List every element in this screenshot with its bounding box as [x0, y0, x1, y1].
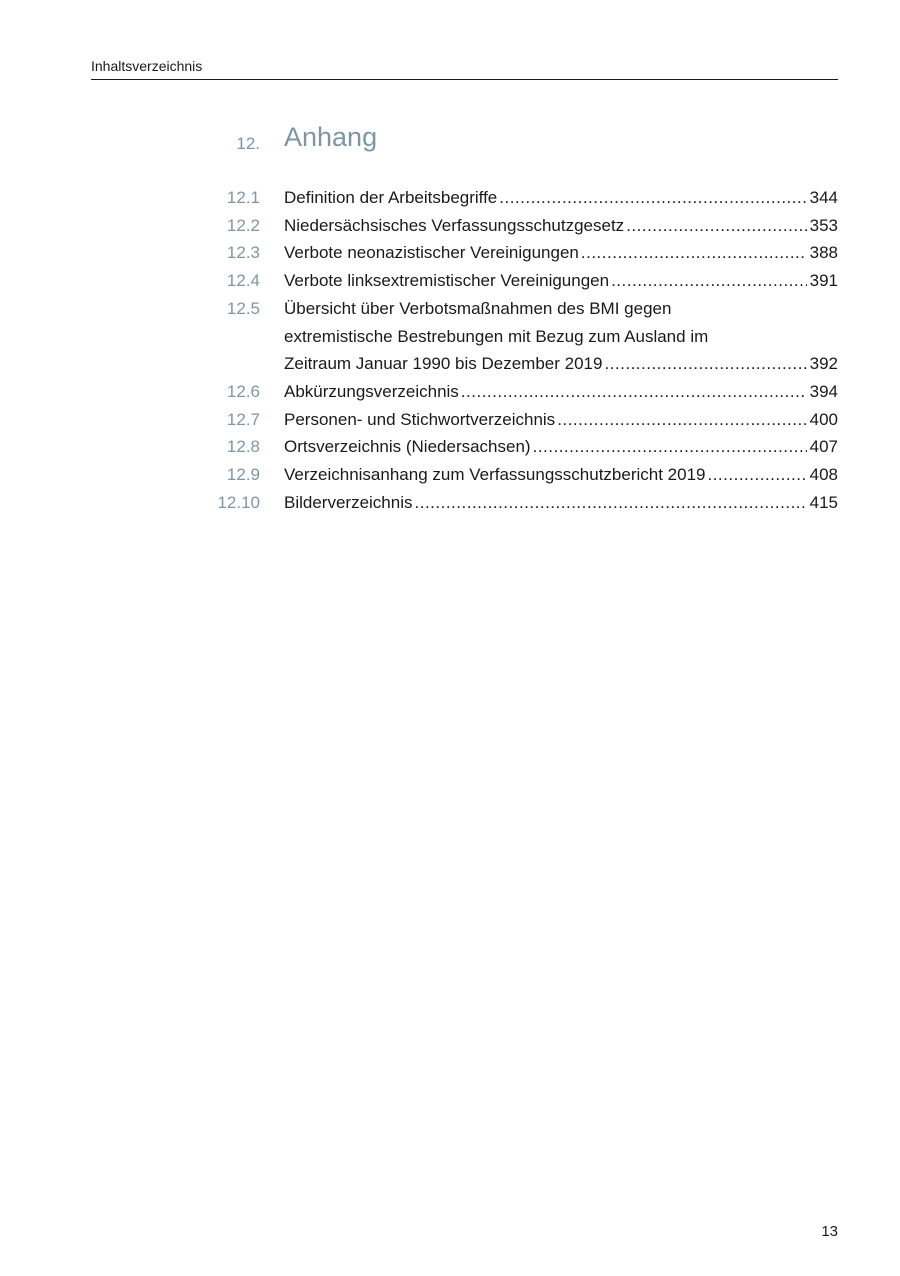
page-number: 13 [821, 1223, 838, 1240]
toc-entry-number: 12.1 [226, 188, 260, 207]
toc-entry[interactable] [0, 461, 900, 489]
toc-entry-number: 12.10 [217, 492, 260, 512]
dot-leader [626, 212, 806, 240]
toc-entry-number: 12.3 [226, 243, 260, 263]
toc-entry-number: 12.5 [226, 298, 260, 318]
toc-entry-page: 344 [809, 188, 838, 207]
toc-entry-title-line: Zeitraum Januar 1990 bis Dezember 2019 [284, 354, 603, 374]
toc-entry-title: Bilderverzeichnis [284, 492, 413, 512]
chapter-number: 12. [236, 134, 260, 153]
table-of-contents [0, 184, 900, 516]
dot-leader [707, 461, 806, 489]
dot-leader [611, 267, 807, 295]
toc-entry[interactable] [0, 239, 900, 267]
toc-entry-title: Verbote neonazistischer Vereinigungen [284, 243, 579, 263]
dot-leader [415, 489, 807, 517]
toc-entry-title: Niedersächsisches Verfassungsschutzgesetz [284, 215, 625, 235]
toc-entry[interactable] [0, 212, 900, 240]
toc-entry-title: Verbote linksextremistischer Vereinigungen [284, 271, 610, 291]
toc-entry[interactable] [0, 378, 900, 406]
toc-entry[interactable] [0, 267, 900, 295]
chapter-title: Anhang [284, 122, 378, 152]
toc-entry-page: 394 [809, 381, 838, 401]
toc-entry-number: 12.2 [226, 215, 260, 235]
toc-entry[interactable] [0, 433, 900, 461]
running-header: Inhaltsverzeichnis [91, 58, 838, 80]
toc-entry-title: Personen- und Stichwortverzeichnis [284, 409, 556, 429]
chapter-heading [0, 122, 900, 162]
dot-leader [557, 406, 806, 434]
toc-entry-title: Verzeichnisanhang zum Verfassungsschutzbericht 2019 [284, 465, 706, 485]
toc-entry-title: Ortsverzeichnis (Niedersachsen) [284, 437, 531, 457]
toc-entry-page: 353 [809, 215, 838, 235]
toc-entry-number: 12.7 [226, 409, 260, 429]
dot-leader [604, 350, 806, 378]
toc-entry-number: 12.4 [226, 271, 260, 291]
toc-entry-title: Abkürzungsverzeichnis [284, 381, 459, 401]
toc-entry-page: 388 [809, 243, 838, 263]
toc-entry-title-line: extremistische Bestrebungen mit Bezug zum Ausland im [284, 326, 709, 346]
toc-entry-page: 407 [809, 437, 838, 457]
toc-entry[interactable] [0, 489, 900, 517]
dot-leader [461, 378, 807, 406]
toc-entry[interactable] [0, 295, 900, 378]
dot-leader [499, 184, 806, 212]
toc-entry-title: Definition der Arbeitsbegriffe [284, 188, 498, 207]
toc-entry[interactable] [0, 184, 900, 212]
toc-entry-page: 400 [809, 409, 838, 429]
toc-entry-page: 408 [809, 465, 838, 485]
toc-entry-number: 12.9 [226, 465, 260, 485]
dot-leader [581, 239, 807, 267]
toc-entry-number: 12.6 [226, 381, 260, 401]
toc-entry-page: 415 [809, 492, 838, 512]
toc-entry[interactable] [0, 406, 900, 434]
toc-entry-title-line: Übersicht über Verbotsmaßnahmen des BMI gegen [284, 298, 672, 318]
toc-entry-page: 392 [809, 354, 838, 374]
toc-entry-number: 12.8 [226, 437, 260, 457]
dot-leader [533, 433, 807, 461]
toc-entry-page: 391 [809, 271, 838, 291]
